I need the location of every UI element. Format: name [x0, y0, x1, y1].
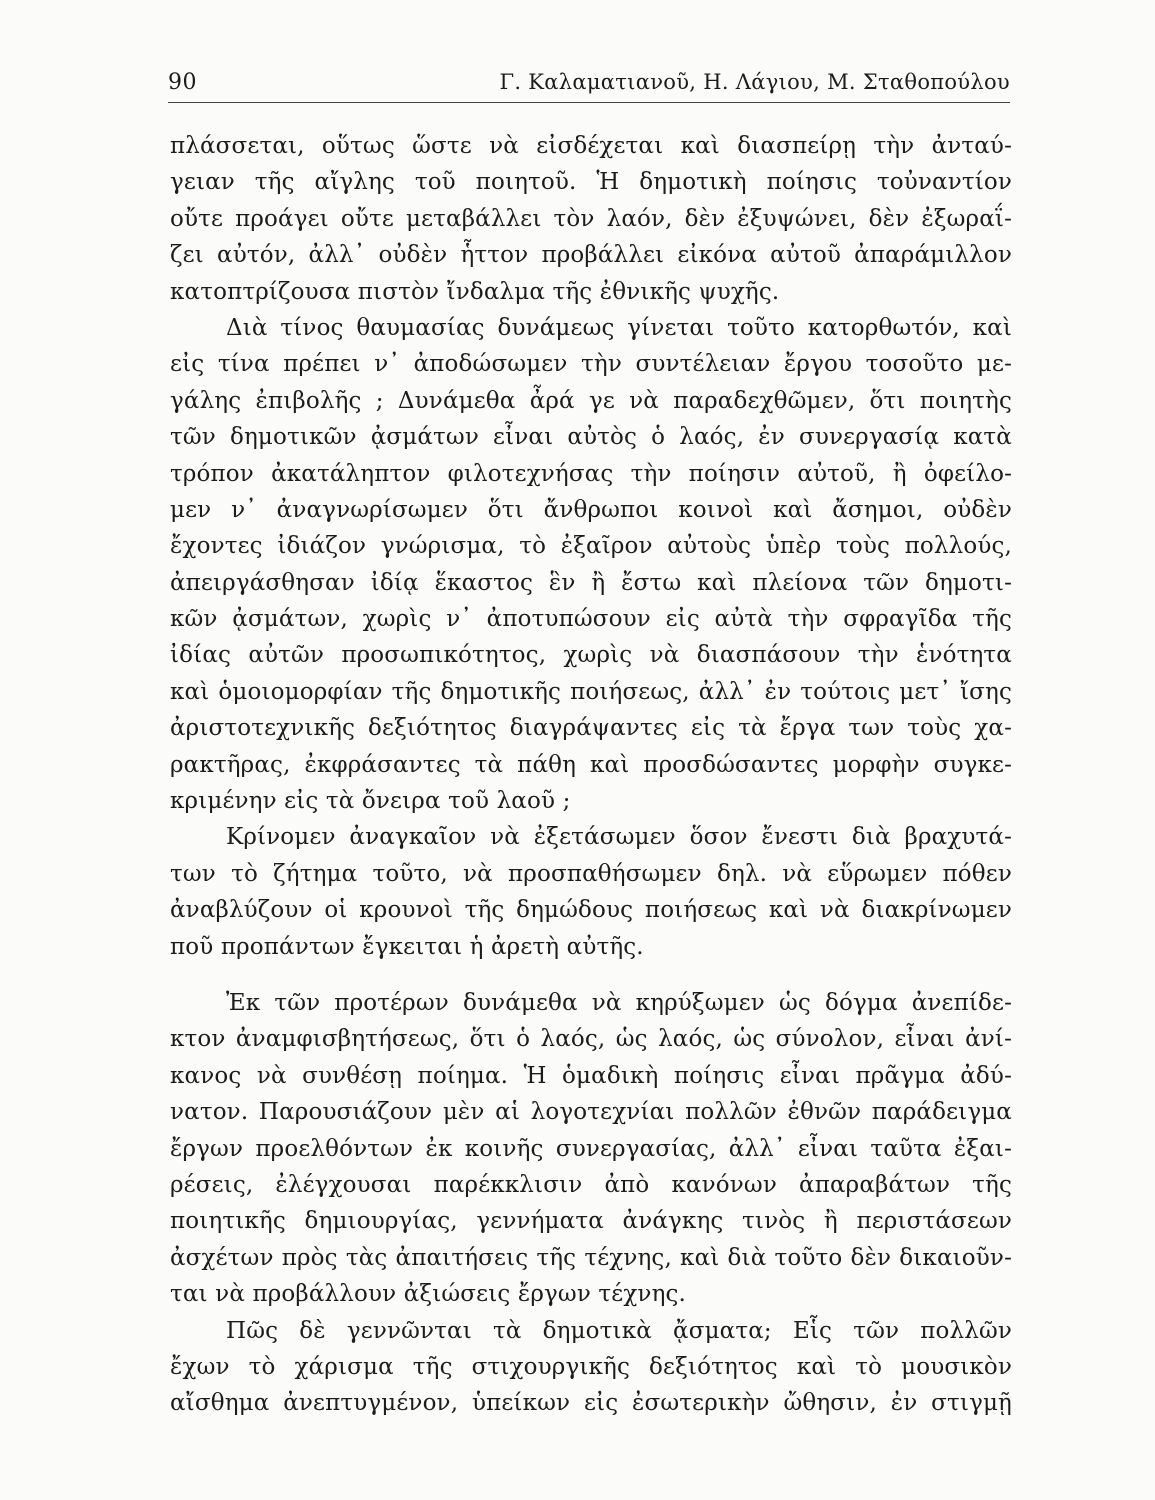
body-text	[170, 128, 1012, 1422]
text-line: γειαν τῆς αἴγλης τοῦ ποιητοῦ. Ἡ δημοτικὴ ποίησις τοὐναντίον	[170, 169, 1012, 196]
text-line: των τὸ ζήτημα τοῦτο, νὰ προσπαθήσωμεν δηλ. νὰ εὕρωμεν πόθεν	[170, 860, 1012, 887]
text-line: Διὰ τίνος θαυμασίας δυνάμεως γίνεται τοῦτο κατορθωτόν, καὶ	[226, 314, 1012, 341]
text-line: γάλης ἐπιβολῆς ; Δυνάμεθα ἆρά γε νὰ παραδεχθῶμεν, ὅτι ποιητὴς	[170, 387, 1012, 414]
text-line: Κρίνομεν ἀναγκαῖον νὰ ἐξετάσωμεν ὅσον ἔνεστι διὰ βραχυτά-	[226, 824, 1012, 851]
text-line: ἀσχέτων πρὸς τὰς ἀπαιτήσεις τῆς τέχνης, καὶ διὰ τοῦτο δὲν δικαιοῦν-	[170, 1244, 1012, 1271]
text-line: ποῦ προπάντων ἔγκειται ἡ ἀρετὴ αὐτῆς.	[170, 933, 644, 960]
text-line: οὔτε προάγει οὔτε μεταβάλλει τὸν λαόν, δὲν ἐξυψώνει, δὲν ἐξωραΐ-	[170, 205, 1012, 232]
text-line: τῶν δημοτικῶν ᾀσμάτων εἶναι αὐτὸς ὁ λαός, ἐν συνεργασίᾳ κατὰ	[170, 424, 1012, 451]
text-line: καὶ ὁμοιομορφίαν τῆς δημοτικῆς ποιήσεως, ἀλλ᾿ ἐν τούτοις μετ᾿ ἴσης	[170, 678, 1012, 705]
text-line: ζει αὐτόν, ἀλλ᾿ οὐδὲν ἧττον προβάλλει εἰκόνα αὐτοῦ ἀπαράμιλλον	[170, 242, 1012, 269]
page-header	[168, 70, 1010, 103]
text-line: ἰδίας αὐτῶν προσωπικότητος, χωρὶς νὰ διασπάσουν τὴν ἑνότητα	[170, 642, 1012, 669]
text-line: κῶν ᾀσμάτων, χωρὶς ν᾿ ἀποτυπώσουν εἰς αὐτὰ τὴν σφραγῖδα τῆς	[170, 606, 1012, 633]
text-line: ἔχων τὸ χάρισμα τῆς στιχουργικῆς δεξιότητος καὶ τὸ μουσικὸν	[170, 1353, 1012, 1380]
paragraph	[170, 819, 1012, 965]
paragraph	[170, 1313, 1012, 1422]
paragraph	[170, 310, 1012, 819]
text-line: τρόπον ἀκατάληπτον φιλοτεχνήσας τὴν ποίησιν αὐτοῦ, ἢ ὀφείλο-	[170, 460, 1012, 487]
page-number: 90	[168, 70, 197, 95]
text-line: κανος νὰ συνθέσῃ ποίημα. Ἡ ὁμαδικὴ ποίησις εἶναι πρᾶγμα ἀδύ-	[170, 1062, 1012, 1089]
text-line: κατοπτρίζουσα πιστὸν ἴνδαλμα τῆς ἐθνικῆς ψυχῆς.	[170, 278, 780, 305]
text-line: ἔχοντες ἰδιάζον γνώρισμα, τὸ ἐξαῖρον αὐτοὺς ὑπὲρ τοὺς πολλούς,	[170, 533, 1012, 560]
text-line: Ἐκ τῶν προτέρων δυνάμεθα νὰ κηρύξωμεν ὡς δόγμα ἀνεπίδε-	[226, 989, 1012, 1016]
text-line: κριμένην εἰς τὰ ὄνειρα τοῦ λαοῦ ;	[170, 788, 571, 815]
text-line: ἀπειργάσθησαν ἰδίᾳ ἕκαστος ἓν ἢ ἔστω καὶ πλείονα τῶν δημοτι-	[170, 569, 1012, 596]
text-line: νατον. Παρουσιάζουν μὲν αἱ λογοτεχνίαι πολλῶν ἐθνῶν παράδειγμα	[170, 1099, 1012, 1126]
paragraph	[170, 985, 1012, 1313]
text-line: ται νὰ προβάλλουν ἀξιώσεις ἔργων τέχνης.	[170, 1281, 686, 1308]
text-line: εἰς τίνα πρέπει ν᾿ ἀποδώσωμεν τὴν συντέλειαν ἔργου τοσοῦτο με-	[170, 351, 1012, 378]
text-line: ἀριστοτεχνικῆς δεξιότητος διαγράψαντες εἰς τὰ ἔργα των τοὺς χα-	[170, 715, 1012, 742]
text-line: αἴσθημα ἀνεπτυγμένον, ὑπείκων εἰς ἐσωτερικὴν ὤθησιν, ἐν στιγμῇ	[170, 1390, 1012, 1417]
text-line: μεν ν᾿ ἀναγνωρίσωμεν ὅτι ἄνθρωποι κοινοὶ καὶ ἄσημοι, οὐδὲν	[170, 496, 1012, 523]
text-line: κτον ἀναμφισβητήσεως, ὅτι ὁ λαός, ὡς λαός, ὡς σύνολον, εἶναι ἀνί-	[170, 1026, 1012, 1053]
text-line: ποιητικῆς δημιουργίας, γεννήματα ἀνάγκης τινὸς ἢ περιστάσεων	[170, 1208, 1012, 1235]
text-line: ρακτῆρας, ἐκφράσαντες τὰ πάθη καὶ προσδώσαντες μορφὴν συγκε-	[170, 751, 1012, 778]
section-gap	[170, 965, 1012, 985]
text-line: πλάσσεται, οὕτως ὥστε νὰ εἰσδέχεται καὶ διασπείρῃ τὴν ἀνταύ-	[170, 133, 1012, 159]
text-line: ἔργων προελθόντων ἐκ κοινῆς συνεργασίας, ἀλλ᾿ εἶναι ταῦτα ἐξαι-	[170, 1135, 1012, 1162]
paragraph	[170, 128, 1012, 310]
text-line: ρέσεις, ἐλέγχουσαι παρέκκλισιν ἀπὸ κανόνων ἀπαραβάτων τῆς	[170, 1171, 1012, 1198]
text-line: ἀναβλύζουν οἱ κρουνοὶ τῆς δημώδους ποιήσεως καὶ νὰ διακρίνωμεν	[170, 897, 1012, 924]
text-line: Πῶς δὲ γεννῶνται τὰ δημοτικὰ ᾄσματα; Εἷς τῶν πολλῶν	[226, 1317, 1012, 1344]
running-head-authors: Γ. Καλαματιανοῦ, Η. Λάγιου, Μ. Σταθοπούλου	[499, 70, 1010, 94]
